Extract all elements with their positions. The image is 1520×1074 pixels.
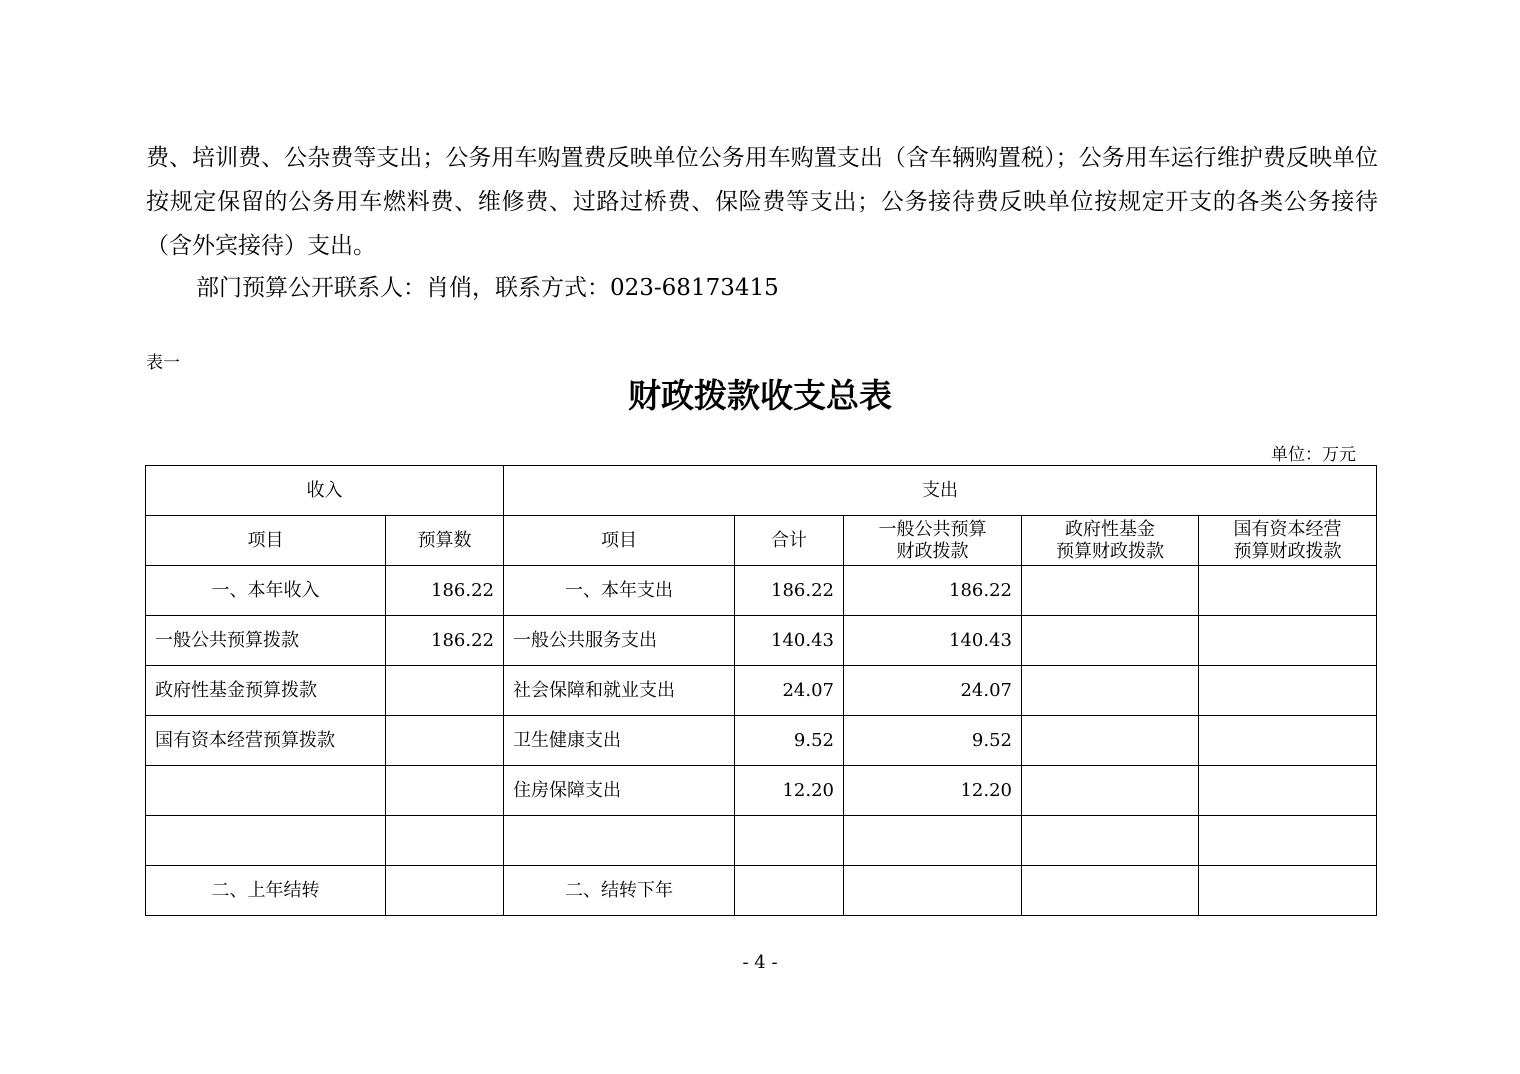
col-header-fund-line2: 预算财政拨款 [1056, 540, 1164, 562]
general-cell: 12.20 [844, 766, 1022, 816]
table-row [146, 716, 1377, 766]
income-item-cell: 政府性基金预算拨款 [146, 666, 386, 716]
income-budget-cell [386, 666, 504, 716]
fund-cell [1022, 566, 1199, 616]
table-row [146, 816, 1377, 866]
expense-group-header: 支出 [504, 466, 1377, 516]
income-budget-cell: 186.22 [386, 566, 504, 616]
fund-cell [1022, 866, 1199, 916]
income-item-cell: 一般公共预算拨款 [146, 616, 386, 666]
col-header-general [844, 516, 1022, 566]
total-cell: 24.07 [735, 666, 844, 716]
fund-cell [1022, 816, 1199, 866]
income-item-cell: 国有资本经营预算拨款 [146, 716, 386, 766]
expense-item-cell: 社会保障和就业支出 [504, 666, 735, 716]
expense-item-cell [504, 816, 735, 866]
general-cell: 24.07 [844, 666, 1022, 716]
col-header-expense-item: 项目 [504, 516, 735, 566]
state-cell [1199, 866, 1377, 916]
state-cell [1199, 716, 1377, 766]
total-cell: 140.43 [735, 616, 844, 666]
column-header-row [146, 516, 1377, 566]
col-header-state-line2: 预算财政拨款 [1233, 540, 1342, 562]
general-cell [844, 866, 1022, 916]
unit-label: 单位：万元 [1271, 445, 1356, 465]
col-header-total: 合计 [735, 516, 844, 566]
table-label: 表一 [146, 353, 180, 373]
fund-cell [1022, 716, 1199, 766]
income-budget-cell [386, 716, 504, 766]
col-header-fund-line1: 政府性基金 [1065, 518, 1155, 540]
col-header-fund [1022, 516, 1199, 566]
expense-item-cell: 一、本年支出 [504, 566, 735, 616]
fund-cell [1022, 616, 1199, 666]
state-cell [1199, 666, 1377, 716]
state-cell [1199, 816, 1377, 866]
income-item-cell: 二、上年结转 [146, 866, 386, 916]
expense-item-cell: 一般公共服务支出 [504, 616, 735, 666]
total-cell [735, 816, 844, 866]
general-cell: 186.22 [844, 566, 1022, 616]
total-cell: 12.20 [735, 766, 844, 816]
income-item-cell [146, 816, 386, 866]
income-item-cell [146, 766, 386, 816]
expense-item-cell: 住房保障支出 [504, 766, 735, 816]
col-header-state-line1: 国有资本经营 [1233, 518, 1342, 540]
total-cell: 186.22 [735, 566, 844, 616]
group-header-row [146, 466, 1377, 516]
table-row [146, 766, 1377, 816]
table-row [146, 566, 1377, 616]
general-cell [844, 816, 1022, 866]
general-cell: 140.43 [844, 616, 1022, 666]
total-cell: 9.52 [735, 716, 844, 766]
income-item-cell: 一、本年收入 [146, 566, 386, 616]
income-budget-cell [386, 866, 504, 916]
col-header-income-item: 项目 [146, 516, 386, 566]
income-budget-cell: 186.22 [386, 616, 504, 666]
col-header-general-line2: 财政拨款 [896, 540, 969, 562]
income-budget-cell [386, 766, 504, 816]
col-header-state [1199, 516, 1377, 566]
fund-cell [1022, 666, 1199, 716]
table-title: 财政拨款收支总表 [628, 376, 892, 415]
body-paragraph: 费、培训费、公杂费等支出；公务用车购置费反映单位公务用车购置支出（含车辆购置税）；公务用车运行维护费反映单位按规定保留的公务用车燃料费、维修费、过路过桥费、保险费等支出；公务接待费反映单位按规定开支的各类公务接待（含外宾接待）支出。 [146, 145, 1378, 259]
total-cell [735, 866, 844, 916]
financial-summary-table [145, 465, 1377, 916]
general-cell: 9.52 [844, 716, 1022, 766]
expense-item-cell: 二、结转下年 [504, 866, 735, 916]
income-budget-cell [386, 816, 504, 866]
table-row [146, 616, 1377, 666]
page-number: - 4 - [742, 952, 778, 973]
expense-item-cell: 卫生健康支出 [504, 716, 735, 766]
fund-cell [1022, 766, 1199, 816]
income-group-header: 收入 [146, 466, 504, 516]
table-row [146, 866, 1377, 916]
col-header-general-line1: 一般公共预算 [878, 518, 987, 540]
col-header-income-budget: 预算数 [386, 516, 504, 566]
contact-line: 部门预算公开联系人：肖俏，联系方式：023-68173415 [196, 275, 779, 301]
table-row [146, 666, 1377, 716]
state-cell [1199, 616, 1377, 666]
state-cell [1199, 566, 1377, 616]
state-cell [1199, 766, 1377, 816]
